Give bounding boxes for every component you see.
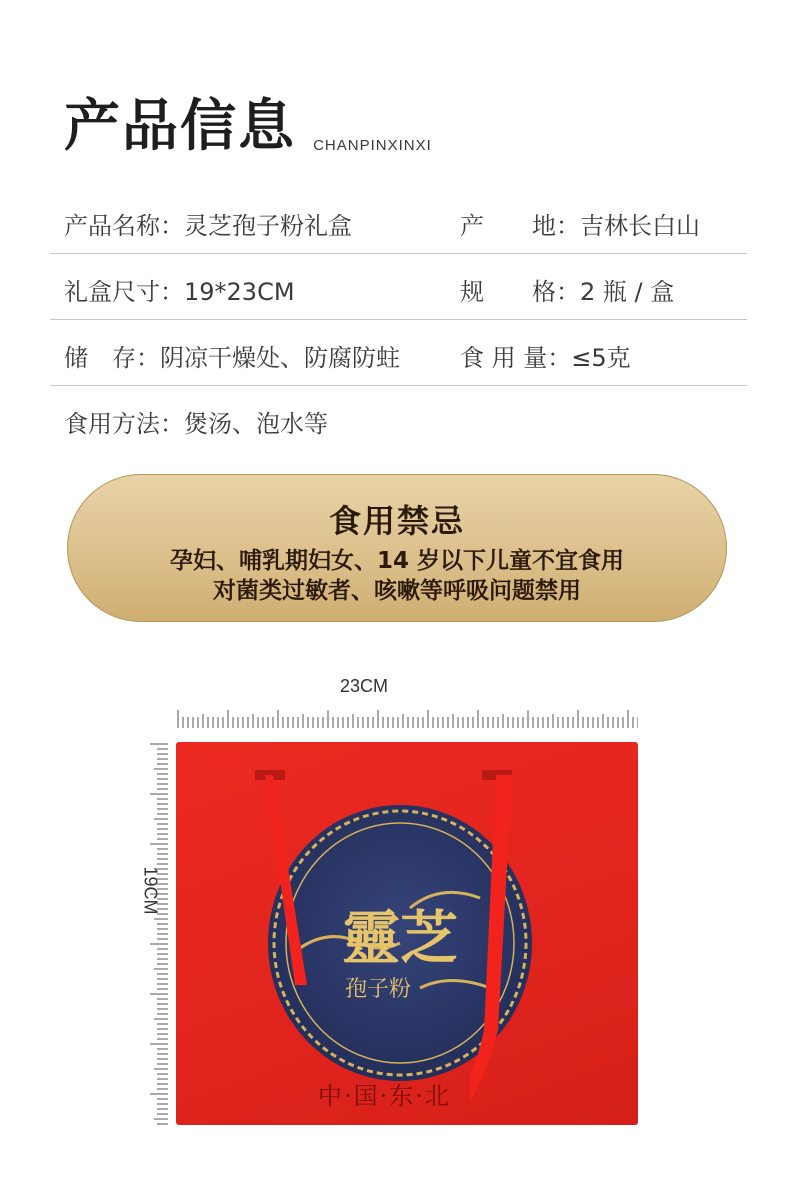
info-cell: 产 地：吉林长白山	[460, 206, 700, 241]
info-label: 储 存	[64, 344, 136, 372]
info-cell: 食用方法：煲汤、泡水等	[64, 404, 328, 439]
page-title: 产品信息	[64, 93, 296, 159]
info-cell: 储 存：阴凉干燥处、防腐防蛀	[64, 338, 400, 373]
info-value: 煲汤、泡水等	[184, 410, 328, 438]
info-cell: 食 用 量：≤5克	[460, 338, 631, 373]
info-row	[50, 188, 747, 254]
warning-title: 食用禁忌	[328, 502, 465, 540]
info-value: 灵芝孢子粉礼盒	[184, 212, 352, 240]
info-value: 阴凉干燥处、防腐防蛀	[160, 344, 400, 372]
ribbon-handle-right	[470, 770, 550, 1150]
info-row	[50, 254, 747, 320]
info-value: 吉林长白山	[580, 212, 700, 240]
width-dimension-label: 23CM	[340, 676, 389, 696]
vertical-ruler	[148, 742, 170, 1128]
info-row	[50, 386, 747, 451]
info-label: 产品名称	[64, 212, 160, 240]
info-cell: 产品名称：灵芝孢子粉礼盒	[64, 206, 352, 241]
emblem-main-text: 靈芝	[341, 904, 459, 972]
info-row	[50, 320, 747, 386]
height-dimension-label: 19CM	[140, 866, 161, 915]
info-cell: 规 格：2 瓶 / 盒	[460, 272, 674, 307]
ribbon-handle-left	[255, 770, 315, 990]
usage-warning-banner	[67, 474, 727, 622]
info-label: 礼盒尺寸	[64, 278, 160, 306]
info-value: 19*23CM	[184, 278, 295, 306]
horizontal-ruler	[176, 708, 638, 730]
info-label: 食 用 量	[460, 344, 548, 372]
page-header	[64, 82, 432, 159]
info-label: 规 格	[460, 278, 556, 306]
info-value: 2 瓶 / 盒	[580, 278, 675, 306]
info-value: ≤5克	[571, 344, 631, 372]
product-info-table	[50, 188, 747, 451]
info-cell: 礼盒尺寸：19*23CM	[64, 272, 295, 307]
warning-line: 孕妇、哺乳期妇女、14 岁以下儿童不宜食用	[169, 548, 624, 574]
box-bottom-text: 中·国·东·北	[318, 1082, 451, 1110]
info-label: 产 地	[460, 212, 556, 240]
page-subtitle: CHANPINXINXI	[313, 137, 432, 154]
warning-line: 对菌类过敏者、咳嗽等呼吸问题禁用	[213, 578, 581, 604]
info-label: 食用方法	[64, 410, 160, 438]
emblem-sub-text: 孢子粉	[344, 977, 412, 1002]
